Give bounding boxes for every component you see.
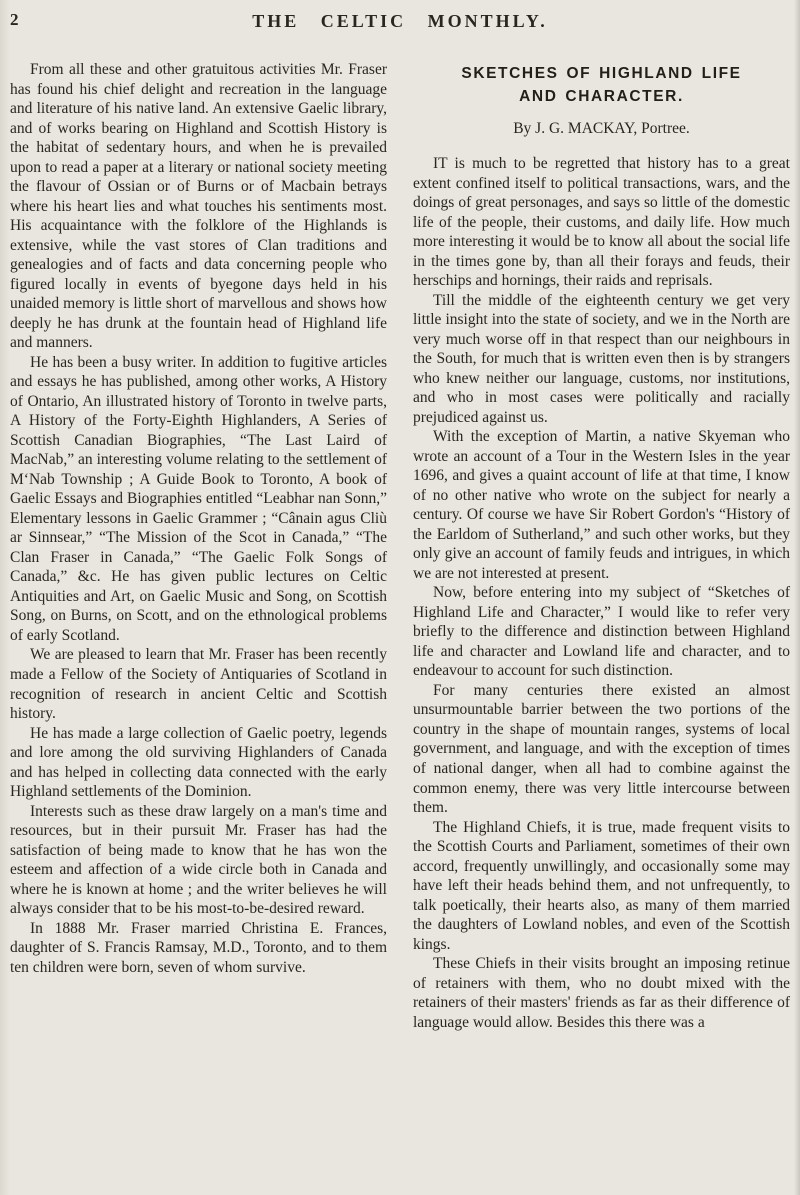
article-title [413,62,790,109]
left-column [10,60,387,1032]
page-header [10,8,790,44]
paragraph: Interests such as these draw largely on a man's time and resources, but in their pursuit Mr. Fraser has had the satisfaction of being made to know that he has won the esteem and affection of a wide circle both in Canada and where he is known at home ; and the writer believes he will always consider that to be his most-to-be-desired reward. [10,802,387,918]
right-column [413,60,790,1032]
paragraph: With the exception of Martin, a native Skyeman who wrote an account of a Tour in the Western Isles in the year 1696, and gives a quaint account of life at that time, I know of no other native who wrote on the subject for nearly a century. Of course we have Sir Robert Gordon's “History of the Earldom of Sutherland,” and such other works, but they only give an account of family feuds and intrigues, in which we are not interested at present. [413,428,790,582]
paragraph: Now, before entering into my subject of “Sketches of Highland Life and Character,” I would like to refer very briefly to the difference and distinction between Highland life and character and Lowland life and character, and to endeavour to account for such distinction. [413,584,790,680]
paragraph: From all these and other gratuitous activities Mr. Fraser has found his chief delight and recreation in the language and literature of his native land. An extensive Gaelic library, and of works bearing on Highland and Scottish History is the habitat of sedentary hours, and when he is prevailed upon to read a paper at a literary or national society meeting the flavour of Ossian or of Burns or of Macbain betrays where his heart lies and what touches his sentiments most. His acquaintance with the folklore of the Highlands is extensive, while the vast stores of Clan traditions and genealogies and of facts and data concerning people who figured locally in events of byegone days held in his unaided memory is little short of marvellous and shows how deeply he has drunk at the fountain head of Highland life and manners. [10,61,387,352]
article-title-line2: AND CHARACTER. [519,88,684,106]
page-number: 2 [10,10,19,29]
article-title-line1: SKETCHES OF HIGHLAND LIFE [461,65,742,82]
paragraph: In 1888 Mr. Fraser married Christina E. Frances, daughter of S. Francis Ramsay, M.D., Toronto, and to them ten children were born, seven of whom survive. [10,919,387,976]
two-column-body [10,60,790,1032]
journal-title: THE CELTIC MONTHLY. [252,11,548,31]
paragraph: For many centuries there existed an almost unsurmountable barrier between the two portions of the country in the shape of mountain ranges, systems of local government, and language, and with the exception of times of national danger, when all had to combine against the common enemy, there was very little intercourse between them. [413,681,790,817]
paragraph: IT is much to be regretted that history has to a great extent confined itself to political transactions, wars, and the doings of great personages, and says so little of the domestic life of the people, their customs, and daily life. How much more interesting it would be to know all about the social life in the times gone by, than all their forays and feuds, their herschips and hornings, their raids and reprisals. [413,155,790,290]
paragraph: The Highland Chiefs, it is true, made frequent visits to the Scottish Courts and Parliament, sometimes of their own accord, frequently unwillingly, and occasionally some may have left their heads behind them, and not unfrequently, to talk poetically, their hearts also, as many of them married the daughters of Lowland nobles, and even of the Scottish kings. [413,818,790,953]
paragraph: We are pleased to learn that Mr. Fraser has been recently made a Fellow of the Society of Antiquaries of Scotland in recognition of research in ancient Celtic and Scottish history. [10,646,387,723]
paragraph: He has made a large collection of Gaelic poetry, legends and lore among the old surviving Highlanders of Canada and has helped in collecting data connected with the early Highland settlements of the Dominion. [10,724,387,801]
article-byline: By J. G. MACKAY, Portree. [513,119,690,137]
paragraph: Till the middle of the eighteenth century we get very little insight into the state of society, and we in the North are very much worse off in that respect than our neighbours in the South, for much that is written even then is by strangers who knew neither our language, customs, nor institutions, and who in most cases were politically and racially prejudiced against us. [413,291,790,426]
paragraph: These Chiefs in their visits brought an imposing retinue of retainers with them, who no doubt mixed with the retainers of their masters' friends as far as their difference of language would allow. Besides this there was a [413,955,790,1031]
paragraph: He has been a busy writer. In addition to fugitive articles and essays he has published, among other works, A History of Ontario, An illustrated history of Toronto in twelve parts, A History of the Forty-Eighth Highlanders, A Series of Scottish Canadian Biographies, “The Last Laird of MacNab,” an interesting volume relating to the settlement of M‘Nab Township ; A Guide Book to Toronto, A book of Gaelic Essays and Biographies entitled “Leabhar nan Sonn,” Elementary lessons in Gaelic Grammer ; “Cânain agus Cliù ar Sinnsear,” “The Mission of the Scot in Canada,” “The Clan Fraser in Canada,” “The Gaelic Folk Songs of Canada,” &c. He has given public lectures on Celtic Antiquities and Art, on Gaelic Music and Song, on Scottish Song, on Burns, on Scott, and on the ethnological problems of early Scotland. [10,353,387,644]
